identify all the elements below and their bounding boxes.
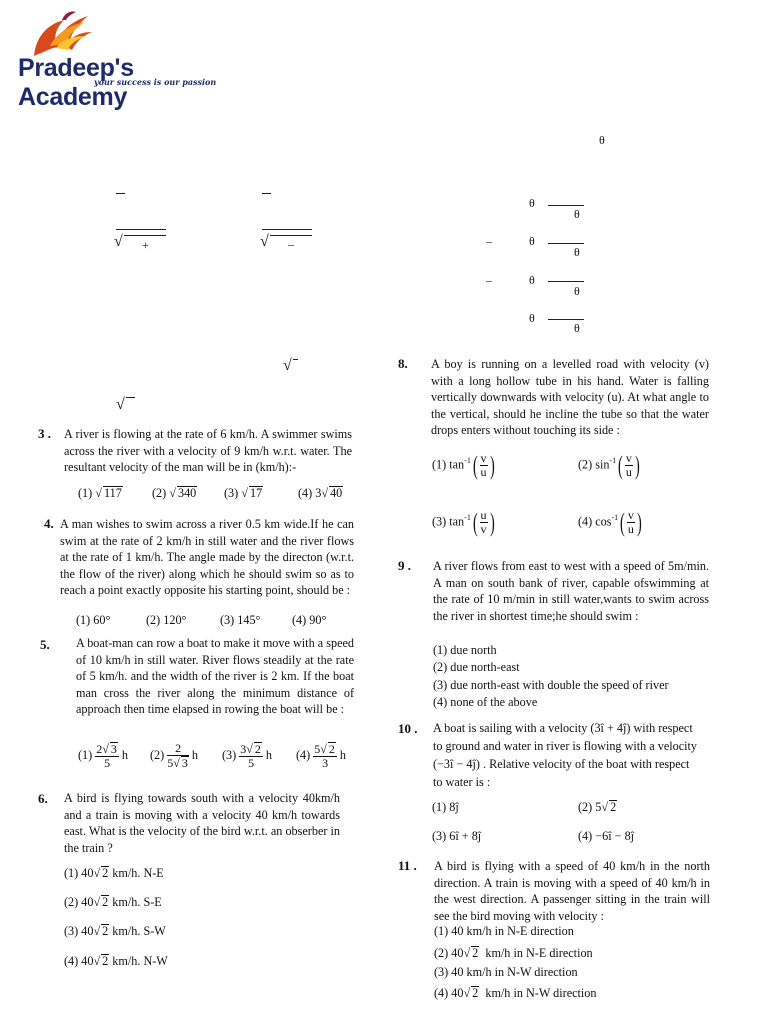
theta-symbol: θ — [529, 234, 535, 248]
option: (1) due north — [433, 643, 497, 657]
option: (1) $\frac{2√ 3}{5}$ h — [78, 742, 128, 770]
theta-symbol: θ — [574, 245, 580, 259]
academy-name: Pradeep's Academy — [18, 54, 134, 111]
option: (4) 40√ 2 km/h in N-W direction — [434, 986, 597, 1000]
question-text: A boy is running on a levelled road with velocity (v) with a long hollow tube in his hand. Water is falling vertically downwards with velocity (u). At what angle to the vertical, should he incline the tube so that the water drops enters without touching its side : — [431, 357, 709, 437]
question-text: A man wishes to swim across a river 0.5 km wide.If he can swim at the rate of 2 km/h in still water and the river flows at the rate of 1 km/h. The angle made by the directon (w.r.t. the flow of the river) along which he should swim so as to reach a point exactly opposite his starting point, should be : — [60, 517, 354, 597]
fraction-bar — [116, 193, 125, 194]
question-text: (−3î − 4ĵ) . Relative velocity of the boat with respect — [433, 757, 690, 771]
option: (2) $\sin^{-1}$( $\frac{v}{u}$ ) — [578, 450, 640, 480]
option: (4) $\cos^{-1}$( $\frac{v}{u}$ ) — [578, 507, 642, 537]
option: (2) √ 340 — [152, 486, 197, 500]
question-number: 4. — [44, 516, 54, 531]
radical-bar — [124, 235, 166, 236]
question-number: 11 . — [398, 858, 417, 873]
option: (3) 6î + 8ĵ — [432, 829, 482, 843]
phoenix-bird-icon — [26, 6, 96, 58]
option: (4) $\frac{5√ 2}{3}$ h — [296, 742, 346, 770]
fraction-bar — [262, 193, 271, 194]
option: (2) 40√ 2 km/h in N-E direction — [434, 946, 593, 960]
fraction-bar — [548, 281, 584, 282]
option: (2) due north-east — [433, 660, 520, 674]
sqrt-symbol: √ — [260, 233, 269, 250]
theta-symbol: θ — [574, 284, 580, 298]
question-number: 6. — [38, 791, 48, 806]
theta-symbol: θ — [529, 196, 535, 210]
option: (2) 5√ 2 — [578, 800, 617, 814]
question-number: 5. — [40, 637, 50, 652]
question-text: A boat is sailing with a velocity (3î + 4ĵ) with respect — [433, 721, 693, 735]
fraction-bar — [548, 243, 584, 244]
option: (3) √ 17 — [224, 486, 263, 500]
dash-symbol: – — [486, 273, 492, 287]
option: (3) 145° — [220, 613, 261, 627]
option: (3) $\frac{3√ 2}{5}$ h — [222, 742, 272, 770]
option: (1) 60° — [76, 613, 111, 627]
question-number: 8. — [398, 356, 408, 371]
theta-symbol: θ — [574, 207, 580, 221]
theta-symbol: θ — [574, 321, 580, 335]
option: (4) 90° — [292, 613, 327, 627]
sqrt-symbol: √ — [114, 233, 123, 250]
option: (2) $\frac{2}{5√ 3}$ h — [150, 741, 198, 770]
fraction-bar — [116, 229, 166, 230]
theta-symbol: θ — [529, 273, 535, 287]
option: (3) $\tan^{-1}$( $\frac{u}{v}$ ) — [432, 507, 495, 537]
option: (1) 40√ 2 km/h. N-E — [64, 866, 164, 880]
minus-sign: – — [288, 237, 294, 251]
fraction-bar — [548, 319, 584, 320]
theta-symbol: θ — [599, 133, 605, 147]
radical-bar — [126, 397, 135, 398]
option: (4) 3√ 40 — [298, 486, 343, 500]
plus-sign: + — [142, 238, 149, 252]
option: (2) 120° — [146, 613, 187, 627]
radical-bar — [293, 359, 298, 360]
fraction-bar — [262, 229, 312, 230]
question-text: to ground and water in river is flowing with a velocity — [433, 739, 698, 753]
question-text: to water is : — [433, 775, 491, 789]
option: (4) −6î − 8ĵ — [578, 829, 635, 843]
question-text: A river is flowing at the rate of 6 km/h. A swimmer swims across the river with a velocity of 9 km/h w.r.t. water. The resultant velocity of the man will be in (km/h):- — [64, 427, 352, 474]
dash-symbol: – — [486, 234, 492, 248]
option: (2) 40√ 2 km/h. S-E — [64, 895, 162, 909]
option: (1) 8ĵ — [432, 800, 459, 814]
option-list — [78, 742, 368, 778]
option: (1) 40 km/h in N-E direction — [434, 924, 574, 938]
velocity-vector: (3î + 4ĵ) — [590, 721, 631, 735]
option: (1) $\tan^{-1}$( $\frac{v}{u}$ ) — [432, 450, 495, 480]
question-text: A bird is flying with a speed of 40 km/h in the north direction. A train is moving with a speed of 40 km/h in the west direction. A passenger sitting in the train will see the bird moving with velocity : — [434, 859, 710, 923]
option: (3) due north-east with double the speed of river — [433, 678, 669, 692]
sqrt-symbol: √ — [283, 357, 292, 374]
question-number: 9 . — [398, 558, 411, 573]
theta-symbol: θ — [529, 311, 535, 325]
option: (3) 40√ 2 km/h. S-W — [64, 924, 166, 938]
option: (3) 40 km/h in N-W direction — [434, 965, 578, 979]
radical-bar — [270, 235, 312, 236]
question-text: A boat-man can row a boat to make it move with a speed of 10 km/h in still water. River flows steadily at the rate of 5 km/h. and the width of the river is 2 km. If the boat man cross the river along the minimum distance of approach then time elapsed in rowing the boat will be : — [76, 636, 354, 716]
question-number: 10 . — [398, 721, 418, 736]
question-text: A bird is flying towards south with a velocity 40km/h and a train is moving with a velocity 40 km/h towards east. What is the velocity of the bird w.r.t. an obserber in the train ? — [64, 791, 340, 855]
option: (4) none of the above — [433, 695, 538, 709]
velocity-vector: (−3î − 4ĵ) — [433, 757, 480, 771]
fraction-bar — [548, 205, 584, 206]
question-number: 3 . — [38, 426, 51, 441]
option: (1) √ 117 — [78, 486, 122, 500]
question-text: A river flows from east to west with a speed of 5m/min. A man on south bank of river, capable ofswimming at the rate of 10 m/min in still water,wants to swim across the river in shortest time;he should swim : — [433, 559, 709, 623]
option: (4) 40√ 2 km/h. N-W — [64, 954, 168, 968]
academy-tagline: your success is our passion — [94, 77, 217, 87]
sqrt-symbol: √ — [116, 396, 125, 413]
academy-logo — [18, 6, 238, 111]
